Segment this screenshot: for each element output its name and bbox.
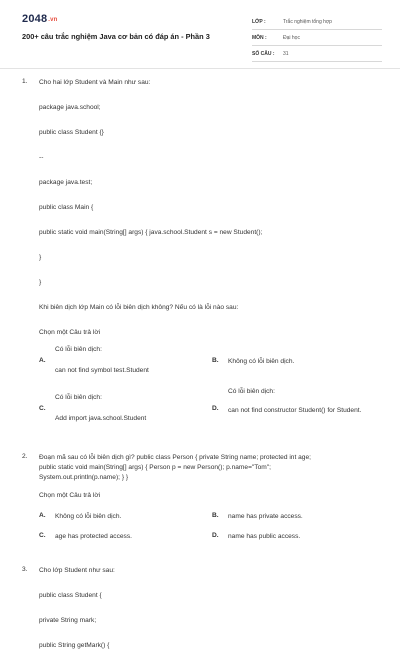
answer-option-b[interactable] [212, 345, 382, 379]
header [0, 0, 400, 62]
option-letter: B. [212, 512, 219, 519]
question-2 [22, 453, 378, 558]
question-text: public static void main(String[] args) { Person p = new Person(); p.name="Tom"; [39, 464, 271, 471]
answer-option-b[interactable] [212, 512, 382, 524]
option-text: name has private access. [228, 513, 303, 520]
question-text: Cho lớp Student như sau: [39, 567, 115, 574]
question-body [39, 566, 378, 650]
code-line: package java.school; [39, 104, 101, 111]
answer-option-c[interactable] [39, 393, 209, 427]
code-line: public static void main(String[] args) { java.school.Student s = new Student(); [39, 229, 263, 236]
question-number: 2. [22, 453, 28, 460]
meta-value: Đại học [283, 34, 300, 41]
code-line: } [39, 279, 42, 286]
questions-list [22, 78, 378, 650]
meta-value: 31 [283, 50, 289, 57]
option-letter: D. [212, 532, 219, 539]
site-logo[interactable] [22, 13, 58, 25]
meta-key: LỚP : [252, 18, 266, 25]
code-line: -- [39, 154, 44, 161]
meta-row-class [252, 14, 382, 30]
meta-row-count [252, 46, 382, 62]
option-text: Không có lỗi biên dịch. [55, 513, 122, 520]
option-text: can not find constructor Student() for Student. [228, 407, 362, 414]
code-line: public class Student {} [39, 129, 104, 136]
answer-options [39, 345, 378, 433]
logo-suffix: .vn [48, 17, 58, 23]
code-line: public class Student { [39, 592, 102, 599]
meta-key: MÔN : [252, 34, 267, 41]
code-line: package java.test; [39, 179, 93, 186]
question-number: 3. [22, 566, 28, 573]
answer-options [39, 512, 378, 558]
option-text: name has public access. [228, 533, 301, 540]
meta-value: Trắc nghiệm tổng hợp [283, 18, 332, 25]
option-text: can not find symbol test.Student [55, 367, 149, 374]
logo-text: 2048 [22, 13, 48, 25]
option-letter: C. [39, 405, 46, 412]
answer-instruction: Chọn một Câu trả lời [39, 492, 101, 499]
question-number: 1. [22, 78, 28, 85]
code-line: } [39, 254, 42, 261]
option-text: Add import java.school.Student [55, 415, 147, 422]
question-text: System.out.println(p.name); } } [39, 474, 129, 481]
question-text: Đoạn mã sau có lỗi biên dịch gì? public class Person { private String name; protected int age; [39, 454, 311, 461]
option-text: Có lỗi biên dịch: [55, 394, 102, 401]
code-line: public String getMark() { [39, 642, 110, 649]
question-3 [22, 566, 378, 650]
option-letter: D. [212, 405, 219, 412]
code-line: public class Main { [39, 204, 94, 211]
option-text: Có lỗi biên dịch: [228, 388, 275, 395]
meta-row-subject [252, 30, 382, 46]
question-prompt: Khi biên dịch lớp Main có lỗi biên dịch không? Nếu có là lỗi nào sau: [39, 304, 239, 311]
question-body [39, 453, 378, 558]
question-1 [22, 78, 378, 433]
option-text: Có lỗi biên dịch: [55, 346, 102, 353]
answer-instruction: Chọn một Câu trả lời [39, 329, 101, 336]
header-divider [0, 68, 400, 69]
meta-key: SỐ CÂU : [252, 50, 275, 57]
option-letter: B. [212, 357, 219, 364]
option-letter: C. [39, 532, 46, 539]
answer-option-d[interactable] [212, 387, 382, 433]
option-letter: A. [39, 357, 46, 364]
answer-option-c[interactable] [39, 532, 209, 544]
meta-table [252, 14, 382, 62]
answer-option-d[interactable] [212, 532, 382, 544]
answer-option-a[interactable] [39, 345, 209, 379]
code-line: private String mark; [39, 617, 97, 624]
answer-option-a[interactable] [39, 512, 209, 524]
question-text: Cho hai lớp Student và Main như sau: [39, 79, 151, 86]
question-body [39, 78, 378, 433]
option-letter: A. [39, 512, 46, 519]
option-text: age has protected access. [55, 533, 132, 540]
document-title: 200+ câu trắc nghiệm Java cơ bản có đáp án - Phần 3 [22, 32, 210, 41]
option-text: Không có lỗi biên dịch. [228, 358, 295, 365]
